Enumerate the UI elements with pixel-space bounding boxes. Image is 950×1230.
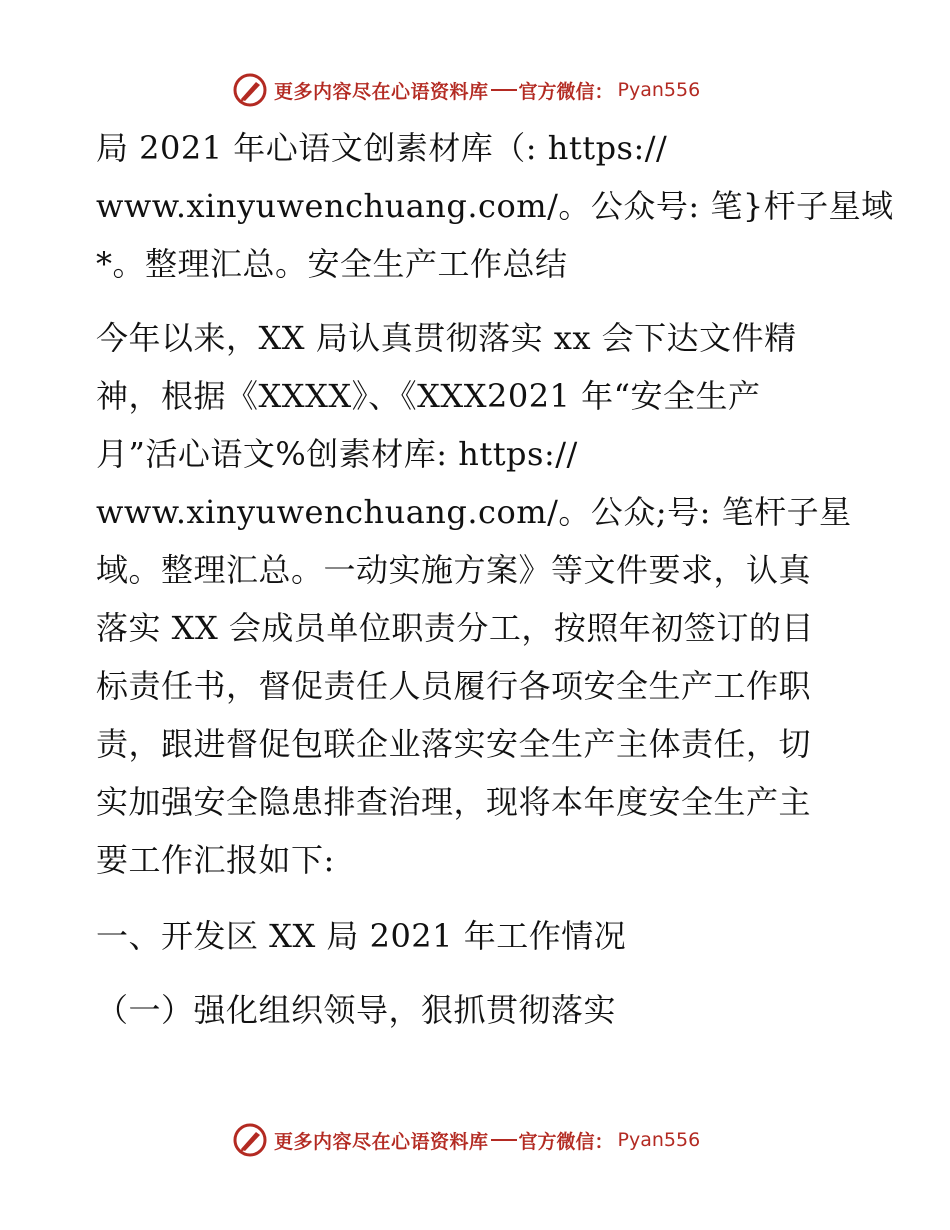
body-line: www.xinyuwenchuang.com/。公众号: 笔}杆子星域 <box>96 187 894 225</box>
body-line: 实加强安全隐患排查治理，现将本年度安全生产主 <box>96 783 812 821</box>
header-banner-dash <box>491 89 517 91</box>
section-heading: 一、开发区 XX 局 2021 年工作情况 <box>96 917 627 955</box>
pen-logo-icon <box>232 1122 268 1158</box>
header-banner-text: 更多内容尽在心语资料库 <box>274 80 489 103</box>
footer-banner-sep: 官方微信： <box>518 1130 614 1153</box>
body-line: 落实 XX 会成员单位职责分工，按照年初签订的目 <box>96 609 814 647</box>
body-line: 局 2021 年心语文创素材库（: https:// <box>96 129 668 167</box>
header-watermark-banner <box>232 70 700 110</box>
header-banner-sep: 官方微信： <box>518 80 614 103</box>
header-banner-wechat: Pyan556 <box>617 79 701 101</box>
body-line: *。整理汇总。安全生产工作总结 <box>96 245 568 283</box>
body-line: 要工作汇报如下: <box>96 841 335 879</box>
body-line: www.xinyuwenchuang.com/。公众;号: 笔杆子星 <box>96 493 852 531</box>
body-line: 月”活心语文%创素材库: https:// <box>96 435 578 473</box>
footer-watermark-banner <box>232 1120 700 1160</box>
pen-logo-icon <box>232 72 268 108</box>
footer-banner-text: 更多内容尽在心语资料库 <box>274 1130 489 1153</box>
body-line: 责，跟进督促包联企业落实安全生产主体责任，切 <box>96 725 812 763</box>
body-line: 神，根据《XXXX》、《XXX2021 年“安全生产 <box>96 377 761 415</box>
body-line: 今年以来，XX 局认真贯彻落实 xx 会下达文件精 <box>96 319 797 357</box>
subsection-heading: （一）强化组织领导，狠抓贯彻落实 <box>96 991 617 1029</box>
body-line: 域。整理汇总。一动实施方案》等文件要求，认真 <box>96 551 812 589</box>
footer-banner-wechat: Pyan556 <box>617 1129 701 1151</box>
body-line: 标责任书，督促责任人员履行各项安全生产工作职 <box>96 667 812 705</box>
footer-banner-dash <box>491 1139 517 1141</box>
